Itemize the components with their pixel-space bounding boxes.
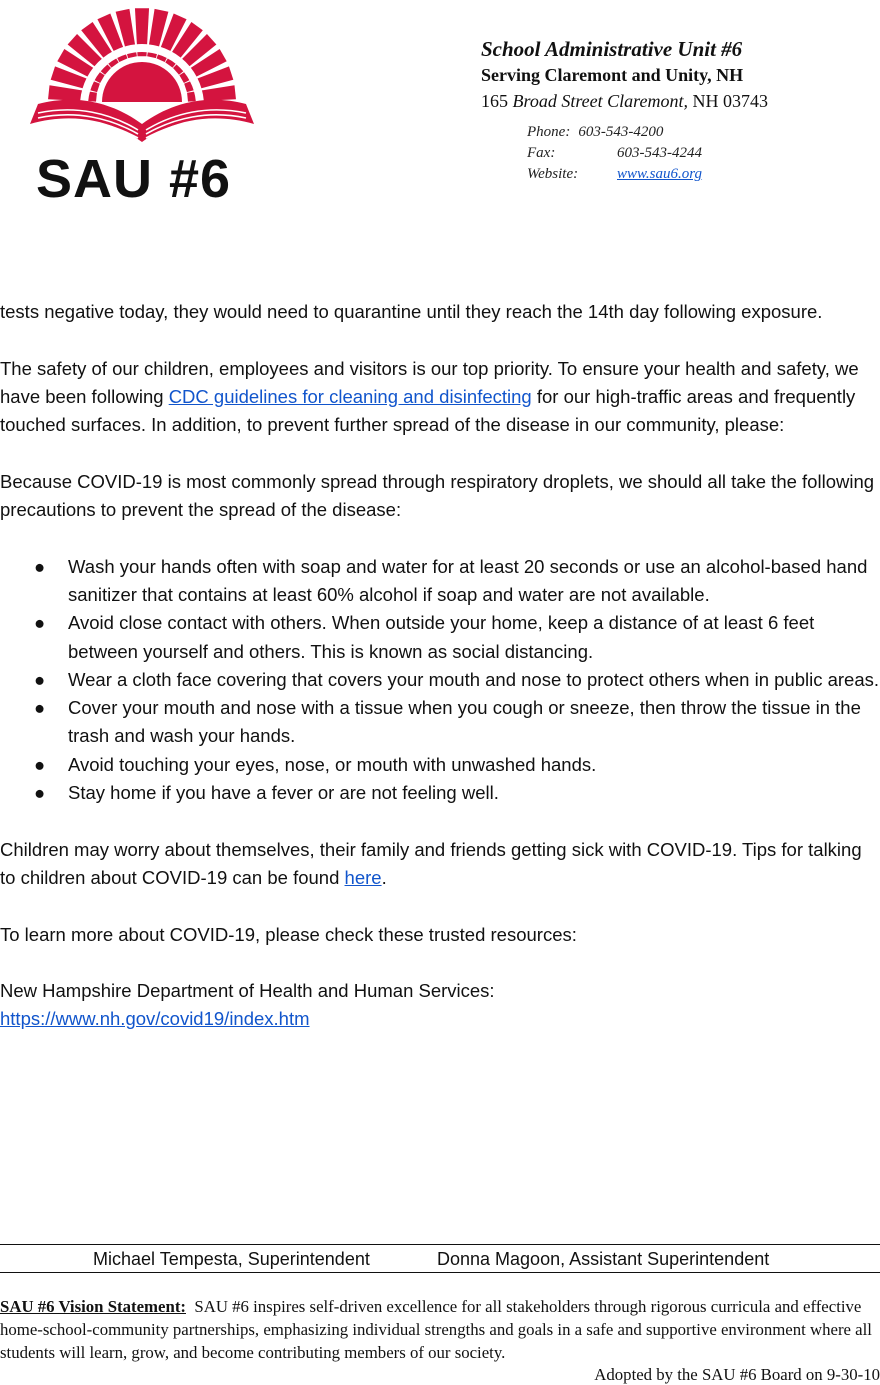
vision-label: SAU #6 Vision Statement:: [0, 1297, 186, 1316]
logo-text: SAU #6: [36, 149, 232, 209]
paragraph-resources: To learn more about COVID-19, please check these trusted resources:: [0, 923, 577, 945]
list-item: ● Avoid touching your eyes, nose, or mouth with unwashed hands.: [0, 751, 880, 779]
vision-statement: [0, 1295, 875, 1364]
footer-rule-top: [0, 1244, 880, 1245]
bullet-icon: ●: [34, 753, 46, 775]
assistant-superintendent-name: Donna Magoon, Assistant Superintendent: [437, 1249, 770, 1269]
vision-text: SAU #6 inspires self-driven excellence for all stakeholders through rigorous curricula and effective home-school-community partnerships, emphasizing individual strengths and goals in a safe and supportive environment where all students will learn, grow, and become contributing members of our society.: [0, 1297, 872, 1362]
sun-book-logo-icon: [22, 2, 272, 152]
bullet-icon: ●: [34, 782, 46, 804]
safety-text-start: The safety of our children, employees and visitors is our top priority. To ensure your health and safety, we have been following: [0, 357, 859, 407]
phone-number: 603-543-4200: [578, 124, 664, 140]
fax-number: 603-543-4244: [617, 145, 702, 161]
address-state-zip: NH 03743: [692, 91, 768, 111]
footer-rule-bottom: [0, 1272, 880, 1273]
address: [481, 88, 768, 114]
bullet-icon: ●: [34, 555, 46, 577]
here-link[interactable]: here: [344, 866, 382, 888]
letterhead-info: [481, 36, 768, 114]
nh-covid-link[interactable]: https://www.nh.gov/covid19/index.htm: [0, 1008, 310, 1030]
address-number: 165: [481, 91, 508, 111]
address-street: Broad Street Claremont,: [512, 91, 688, 111]
fax-row: [527, 143, 702, 164]
list-item: ● Stay home if you have a fever or are not feeling well.: [0, 779, 880, 807]
list-item: ● Wash your hands often with soap and water for at least 20 seconds or use an alcohol-based hand sanitizer that contains at least 60% alcohol if soap and water are not available.: [0, 553, 880, 610]
bullet-icon: ●: [34, 668, 46, 690]
superintendent-name: Michael Tempesta, Superintendent: [93, 1249, 370, 1269]
list-item: ● Avoid close contact with others. When outside your home, keep a distance of at least 6 feet between yourself and others. This is known as social distancing.: [0, 609, 880, 666]
contact-block: [527, 122, 702, 185]
paragraph-children: Children may worry about themselves, their family and friends getting sick with COVID-19. Tips for talking to children about COVID-19 can be found here.: [0, 838, 862, 888]
phone-row: [527, 122, 702, 143]
unit-name: School Administrative Unit #6: [481, 37, 743, 61]
sau6-logo: [22, 2, 272, 212]
website-link[interactable]: www.sau6.org: [617, 166, 703, 182]
list-item: ● Wear a cloth face covering that covers your mouth and nose to protect others when in public areas.: [0, 666, 880, 694]
paragraph-safety: [0, 355, 880, 440]
cdc-guidelines-link[interactable]: CDC guidelines for cleaning and disinfecting: [168, 385, 532, 407]
paragraph-precautions-intro: Because COVID-19 is most commonly spread through respiratory droplets, we should all take the following precautions to prevent the spread of the disease:: [0, 470, 875, 521]
website-row: [527, 164, 702, 185]
children-text: Children may worry about themselves, their family and friends getting sick with COVID-19. Tips for talking to children about COVID-19 can be found: [0, 838, 862, 888]
safety-text-end: for our high-traffic areas and frequently touched surfaces. In addition, to prevent further spread of the disease in our community, please:: [0, 385, 856, 436]
nh-dhhs-label: New Hampshire Department of Health and Human Services:: [0, 980, 495, 1002]
website-label: Website:: [527, 166, 579, 182]
letter-body: [0, 298, 880, 1062]
phone-label: Phone:: [527, 124, 571, 140]
adopted-note: Adopted by the SAU #6 Board on 9-30-10: [594, 1365, 880, 1384]
paragraph-nh-dhhs: [0, 977, 880, 1034]
paragraph-quarantine: tests negative today, they would need to quarantine until they reach the 14th day following exposure.: [0, 301, 823, 322]
bullet-icon: ●: [34, 612, 46, 634]
fax-label: Fax:: [527, 145, 556, 161]
list-item: ● Cover your mouth and nose with a tissue when you cough or sneeze, then throw the tissue in the trash and wash your hands.: [0, 694, 880, 751]
bullet-icon: ●: [34, 697, 46, 719]
precautions-list: [0, 553, 880, 808]
serving-area: Serving Claremont and Unity, NH: [481, 65, 744, 85]
